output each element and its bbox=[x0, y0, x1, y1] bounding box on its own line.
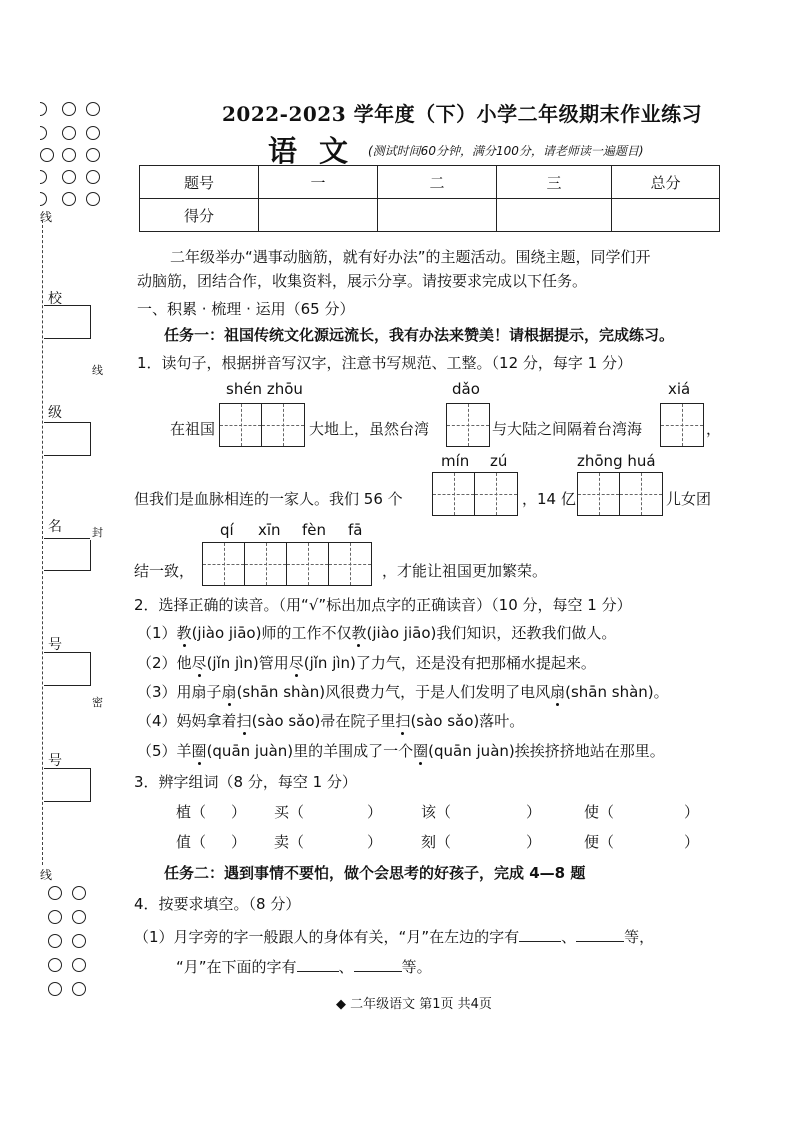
q2-text: （5）羊 bbox=[137, 742, 192, 760]
writing-grid-shenzhou[interactable] bbox=[219, 403, 305, 447]
q2-dotted-char: 尽 bbox=[191, 654, 207, 672]
q2-pinyin-options[interactable]: (jǐn jìn) bbox=[303, 654, 356, 672]
pinyin-shenzhou: shén zhōu bbox=[226, 380, 303, 398]
intro-line-1: 二年级举办“遇事动脑筋，就有好办法”的主题活动。围绕主题，同学们开 bbox=[170, 248, 651, 266]
q4-text: 等， bbox=[624, 928, 655, 946]
score-table-header-row bbox=[140, 166, 720, 199]
binding-hole-icon bbox=[72, 982, 86, 996]
exam-subject: 语文 bbox=[268, 134, 371, 168]
q4-text: 等。 bbox=[401, 958, 432, 976]
score-input-cell[interactable] bbox=[497, 199, 612, 232]
pinyin-fa: fā bbox=[348, 521, 363, 539]
q2-pinyin-options[interactable]: (shān shàn) bbox=[565, 683, 654, 701]
intro-line-2: 动脑筋，团结合作，收集资料，展示分享。请按要求完成以下任务。 bbox=[137, 272, 588, 290]
q2-dotted-char: 教 bbox=[351, 624, 367, 642]
q1-sentence-1b: 大地上，虽然台湾 bbox=[309, 420, 430, 438]
side-mark-secret: 密 bbox=[92, 696, 103, 709]
margin-number-label: 号 bbox=[48, 637, 62, 653]
margin-class-label: 级 bbox=[48, 405, 62, 421]
binding-dashed-line bbox=[42, 220, 43, 865]
q3-item: 植（ bbox=[176, 803, 207, 821]
q3-item: ） bbox=[526, 803, 542, 821]
binding-hole-icon bbox=[48, 910, 62, 924]
pinyin-fen: fèn bbox=[302, 521, 327, 539]
q4-text: 、 bbox=[338, 958, 354, 976]
q2-pinyin-options[interactable]: (shān shàn) bbox=[236, 683, 326, 701]
side-mark-seal: 封 bbox=[92, 526, 103, 539]
binding-hole-icon bbox=[72, 910, 86, 924]
q4-text: 、 bbox=[561, 928, 577, 946]
task-1-heading: 任务一：祖国传统文化源远流长，我有办法来赞美！请根据提示，完成练习。 bbox=[164, 326, 675, 344]
binding-hole-icon bbox=[72, 958, 86, 972]
page-footer: ◆ 二年级语文 第1页 共4页 bbox=[336, 997, 492, 1012]
binding-hole-icon bbox=[62, 148, 76, 162]
writing-cell[interactable] bbox=[620, 473, 662, 515]
q4-text: （1）月字旁的字一般跟人的身体有关，“月”在左边的字有 bbox=[134, 928, 520, 946]
binding-hole-icon bbox=[40, 148, 54, 162]
score-input-cell[interactable] bbox=[378, 199, 497, 232]
q2-pinyin-options[interactable]: (jiào jiāo) bbox=[191, 624, 262, 642]
pinyin-dao: dǎo bbox=[452, 380, 480, 398]
binding-hole-icon bbox=[86, 192, 100, 206]
writing-grid-zhonghua[interactable] bbox=[577, 472, 663, 516]
q2-text: （2）他 bbox=[137, 654, 192, 672]
q2-text: 帚在院子里 bbox=[320, 712, 396, 730]
q2-pinyin-options[interactable]: (jǐn jìn) bbox=[206, 654, 259, 672]
pinyin-xin: xīn bbox=[258, 521, 281, 539]
writing-cell[interactable] bbox=[475, 473, 517, 515]
score-table-score-row bbox=[140, 199, 720, 232]
binding-hole-icon bbox=[72, 934, 86, 948]
binding-hole-icon bbox=[48, 886, 62, 900]
writing-grid-qixinfenfa[interactable] bbox=[202, 542, 372, 586]
q3-item: 卖（ bbox=[274, 833, 305, 851]
answer-blank[interactable] bbox=[297, 971, 339, 972]
q3-item: ） bbox=[231, 833, 247, 851]
q3-item: ） bbox=[367, 803, 383, 821]
margin-number2-label: 号 bbox=[48, 753, 62, 769]
q2-title: 2．选择正确的读音。（用“√”标出加点字的正确读音）（10 分，每空 1 分） bbox=[134, 596, 632, 614]
binding-hole-icon bbox=[48, 934, 62, 948]
margin-bottom-label: 线 bbox=[40, 868, 53, 882]
score-cell-part3: 三 bbox=[497, 166, 612, 199]
writing-grid-minzu[interactable] bbox=[432, 472, 518, 516]
q2-dotted-char: 扇 bbox=[550, 683, 566, 701]
q2-text: （4）妈妈拿着 bbox=[137, 712, 237, 730]
q4-line-2 bbox=[176, 956, 432, 977]
margin-name-label: 名 bbox=[48, 519, 62, 535]
q1-sentence-3a: 结一致， bbox=[134, 562, 195, 580]
q2-text: 我们知识，还教我们做人。 bbox=[436, 624, 617, 642]
pinyin-min: mín bbox=[441, 452, 470, 470]
section-1-heading: 一、积累 · 梳理 · 运用（65 分） bbox=[137, 300, 355, 318]
pinyin-zu: zú bbox=[490, 452, 508, 470]
q3-item: ） bbox=[684, 803, 700, 821]
q2-pinyin-options[interactable]: (sào sǎo) bbox=[410, 712, 480, 730]
writing-cell[interactable] bbox=[661, 404, 703, 446]
writing-cell[interactable] bbox=[578, 473, 620, 515]
number-field[interactable] bbox=[44, 652, 91, 686]
writing-cell[interactable] bbox=[220, 404, 262, 446]
q4-text: “月”在下面的字有 bbox=[176, 958, 297, 976]
name-field[interactable] bbox=[44, 538, 90, 539]
q2-item-4 bbox=[137, 710, 524, 731]
q2-item-5 bbox=[137, 740, 665, 761]
writing-grid-dao[interactable] bbox=[446, 403, 490, 447]
q3-item: 便（ bbox=[584, 833, 615, 851]
q2-text: 了力气，还是没有把那桶水提起来。 bbox=[355, 654, 596, 672]
name-field-box[interactable] bbox=[44, 540, 91, 571]
q3-item: 买（ bbox=[274, 803, 305, 821]
score-cell-part1: 一 bbox=[259, 166, 378, 199]
q1-sentence-3b: ，才能让祖国更加繁荣。 bbox=[382, 562, 548, 580]
q3-item: 该（ bbox=[421, 803, 452, 821]
q4-title: 4．按要求填空。（8 分） bbox=[134, 895, 301, 913]
q2-pinyin-options[interactable]: (quān juàn) bbox=[428, 742, 515, 760]
writing-cell[interactable] bbox=[447, 404, 489, 446]
q1-sentence-1d: ， bbox=[706, 420, 722, 438]
writing-cell[interactable] bbox=[433, 473, 475, 515]
margin-school-label: 校 bbox=[48, 291, 62, 307]
q1-sentence-2a: 但我们是血脉相连的一家人。我们 56 个 bbox=[134, 490, 403, 508]
exam-note: (测试时间60分钟，满分100分，请老师读一遍题目) bbox=[368, 144, 644, 158]
q2-dotted-char: 扫 bbox=[236, 712, 252, 730]
side-mark-line: 线 bbox=[92, 364, 103, 377]
binding-hole-icon bbox=[86, 148, 100, 162]
q2-text: 落叶。 bbox=[479, 712, 525, 730]
writing-cell[interactable] bbox=[245, 543, 287, 585]
q2-dotted-char: 圈 bbox=[413, 742, 429, 760]
q2-text: 管用 bbox=[258, 654, 289, 672]
q3-item: ） bbox=[231, 803, 247, 821]
binding-hole-icon bbox=[40, 170, 47, 184]
q2-text: （3）用扇子 bbox=[137, 683, 222, 701]
task-2-heading: 任务二：遇到事情不要怕，做个会思考的好孩子，完成 4—8 题 bbox=[164, 864, 586, 882]
q2-dotted-char: 尽 bbox=[288, 654, 304, 672]
pinyin-zhonghua: zhōng huá bbox=[577, 452, 656, 470]
margin-line-label: 线 bbox=[40, 210, 53, 224]
q2-pinyin-options[interactable]: (jiào jiāo) bbox=[366, 624, 437, 642]
q2-pinyin-options[interactable]: (sào sǎo) bbox=[251, 712, 321, 730]
writing-cell[interactable] bbox=[262, 404, 304, 446]
score-input-cell[interactable] bbox=[612, 199, 720, 232]
q2-text: 。 bbox=[653, 683, 669, 701]
binding-hole-icon bbox=[48, 958, 62, 972]
q2-dotted-char: 圈 bbox=[191, 742, 207, 760]
q2-dotted-char: 扇 bbox=[221, 683, 237, 701]
q2-text: 挨挨挤挤地站在那里。 bbox=[514, 742, 665, 760]
q1-sentence-1c: 与大陆之间隔着台湾海 bbox=[492, 420, 643, 438]
q2-text: 里的羊围成了一个 bbox=[293, 742, 414, 760]
q2-item-3 bbox=[137, 681, 669, 702]
binding-hole-icon bbox=[40, 126, 47, 140]
exam-title: 2022-2023 学年度（下）小学二年级期末作业练习 bbox=[222, 102, 703, 126]
binding-hole-icon bbox=[72, 886, 86, 900]
binding-hole-icon bbox=[86, 102, 100, 116]
class-field[interactable] bbox=[44, 422, 91, 456]
binding-hole-icon bbox=[86, 126, 100, 140]
score-cell-total: 总分 bbox=[612, 166, 720, 199]
score-input-cell[interactable] bbox=[259, 199, 378, 232]
q2-text: （1） bbox=[137, 624, 177, 642]
q1-sentence-2c: 儿女团 bbox=[666, 490, 712, 508]
q2-pinyin-options[interactable]: (quān juàn) bbox=[206, 742, 294, 760]
writing-cell[interactable] bbox=[329, 543, 371, 585]
q1-sentence-1a: 在祖国 bbox=[170, 420, 216, 438]
q2-text: 风很费力气，于是人们发明了电风 bbox=[325, 683, 551, 701]
answer-blank[interactable] bbox=[354, 971, 402, 972]
q1-title: 1．读句子，根据拼音写汉字，注意书写规范、工整。（12 分，每字 1 分） bbox=[137, 354, 632, 372]
q3-item: ） bbox=[367, 833, 383, 851]
q1-sentence-2b: ，14 亿 bbox=[522, 490, 576, 508]
pinyin-qi: qí bbox=[220, 521, 234, 539]
number2-field[interactable] bbox=[44, 768, 91, 802]
score-row-label: 得分 bbox=[140, 199, 259, 232]
q3-item: ） bbox=[684, 833, 700, 851]
q2-item-1 bbox=[137, 622, 616, 643]
binding-hole-icon bbox=[86, 170, 100, 184]
q2-dotted-char: 扫 bbox=[395, 712, 411, 730]
q3-item: 刻（ bbox=[421, 833, 452, 851]
writing-cell[interactable] bbox=[287, 543, 329, 585]
q3-title: 3．辨字组词（8 分，每空 1 分） bbox=[134, 773, 357, 791]
score-cell-label: 题号 bbox=[140, 166, 259, 199]
binding-hole-icon bbox=[62, 170, 76, 184]
score-table bbox=[139, 165, 720, 232]
q4-line-1 bbox=[134, 926, 654, 947]
school-field[interactable] bbox=[44, 305, 91, 339]
q2-item-2 bbox=[137, 652, 596, 673]
binding-hole-icon bbox=[48, 982, 62, 996]
writing-cell[interactable] bbox=[203, 543, 245, 585]
binding-hole-icon bbox=[62, 192, 76, 206]
q2-text: 师的工作不仅 bbox=[261, 624, 352, 642]
binding-hole-icon bbox=[40, 192, 47, 206]
writing-grid-xia[interactable] bbox=[660, 403, 704, 447]
binding-hole-icon bbox=[62, 126, 76, 140]
binding-hole-icon bbox=[40, 102, 47, 116]
score-cell-part2: 二 bbox=[378, 166, 497, 199]
pinyin-xia: xiá bbox=[668, 380, 691, 398]
q3-item: 使（ bbox=[584, 803, 615, 821]
answer-blank[interactable] bbox=[519, 941, 561, 942]
q3-item: ） bbox=[526, 833, 542, 851]
q3-item: 值（ bbox=[176, 833, 207, 851]
q2-dotted-char: 教 bbox=[176, 624, 192, 642]
binding-hole-icon bbox=[62, 102, 76, 116]
answer-blank[interactable] bbox=[576, 941, 624, 942]
